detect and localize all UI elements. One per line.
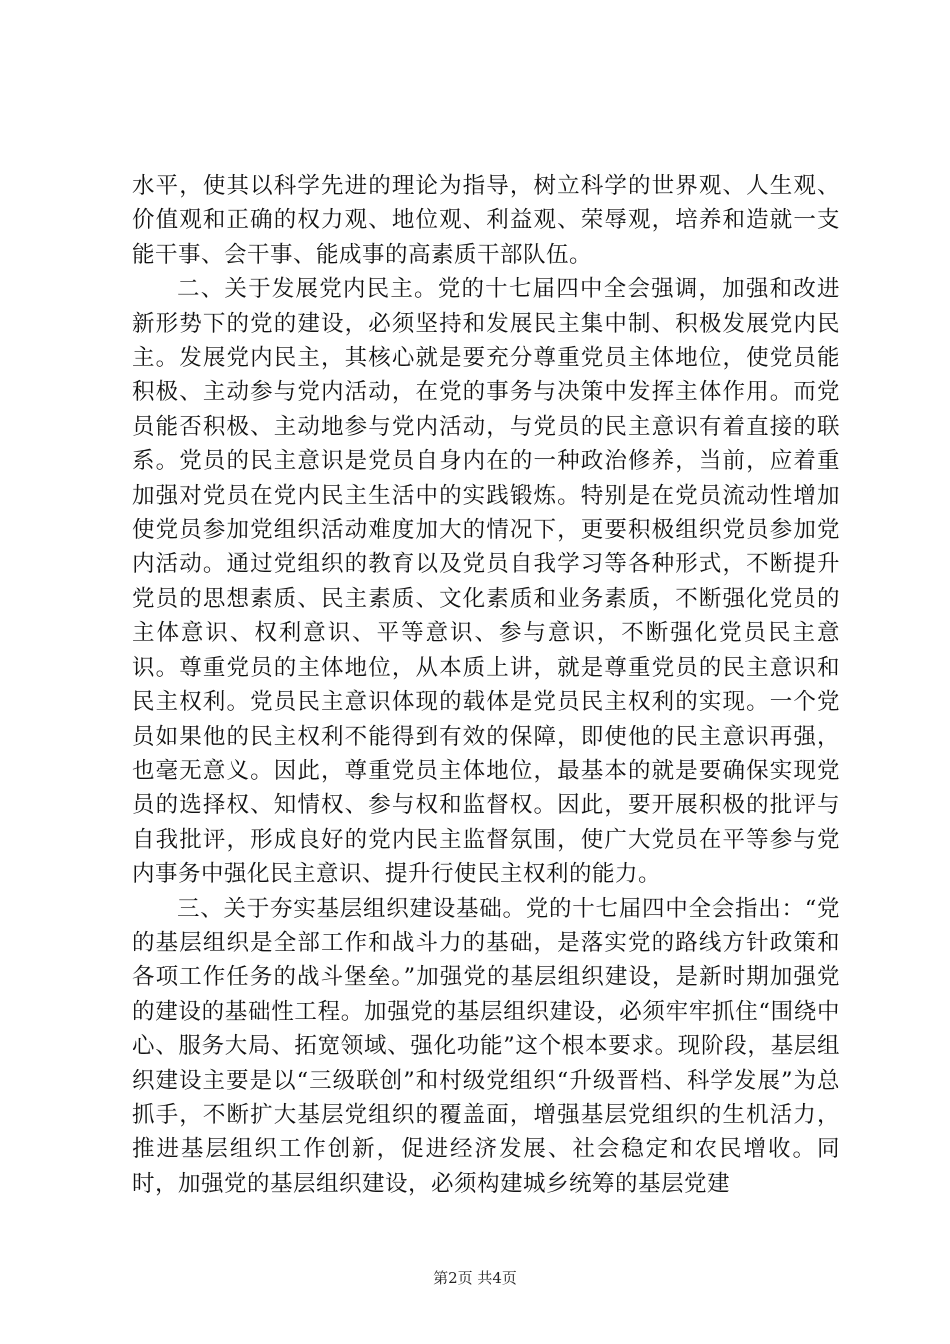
page-number-footer: 第2页 共4页 xyxy=(433,1269,517,1287)
document-body xyxy=(132,169,840,1201)
paragraph-party-democracy: 二、关于发展党内民主。党的十七届四中全会强调，加强和改进新形势下的党的建设，必须坚持和发展民主集中制、积极发展党内民主。发展党内民主，其核心就是要充分尊重党员主体地位，使党员能积极、主动参与党内活动，在党的事务与决策中发挥主体作用。而党员能否积极、主动地参与党内活动，与党员的民主意识有着直接的联系。党员的民主意识是党员自身内在的一种政治修养，当前，应着重加强对党员在党内民主生活中的实践锻炼。特别是在党员流动性增加使党员参加党组织活动难度加大的情况下，更要积极组织党员参加党内活动。通过党组织的教育以及党员自我学习等各种形式，不断提升党员的思想素质、民主素质、文化素质和业务素质，不断强化党员的主体意识、权利意识、平等意识、参与意识，不断强化党员民主意识。尊重党员的主体地位，从本质上讲，就是尊重党员的民主意识和民主权利。党员民主意识体现的载体是党员民主权利的实现。一个党员如果他的民主权利不能得到有效的保障，即使他的民主意识再强，也毫无意义。因此，尊重党员主体地位，最基本的就是要确保实现党员的选择权、知情权、参与权和监督权。因此，要开展积极的批评与自我批评，形成良好的党内民主监督氛围，使广大党员在平等参与党内事务中强化民主意识、提升行使民主权利的能力。 xyxy=(132,276,840,888)
paragraph-grassroots-organization: 三、关于夯实基层组织建设基础。党的十七届四中全会指出：“党的基层组织是全部工作和战斗力的基础，是落实党的路线方针政策和各项工作任务的战斗堡垒。”加强党的基层组织建设，是新时期加强党的建设的基础性工程。加强党的基层组织建设，必须牢牢抓住“围绕中心、服务大局、拓宽领域、强化功能”这个根本要求。现阶段，基层组织建设主要是以“三级联创”和村级党组织“升级晋档、科学发展”为总抓手，不断扩大基层党组织的覆盖面，增强基层党组织的生机活力，推进基层组织工作创新，促进经济发展、社会稳定和农民增收。同时，加强党的基层组织建设，必须构建城乡统筹的基层党建 xyxy=(132,895,840,1197)
paragraph-continuation: 水平，使其以科学先进的理论为指导，树立科学的世界观、人生观、价值观和正确的权力观、地位观、利益观、荣辱观，培养和造就一支能干事、会干事、能成事的高素质干部队伍。 xyxy=(132,173,840,268)
